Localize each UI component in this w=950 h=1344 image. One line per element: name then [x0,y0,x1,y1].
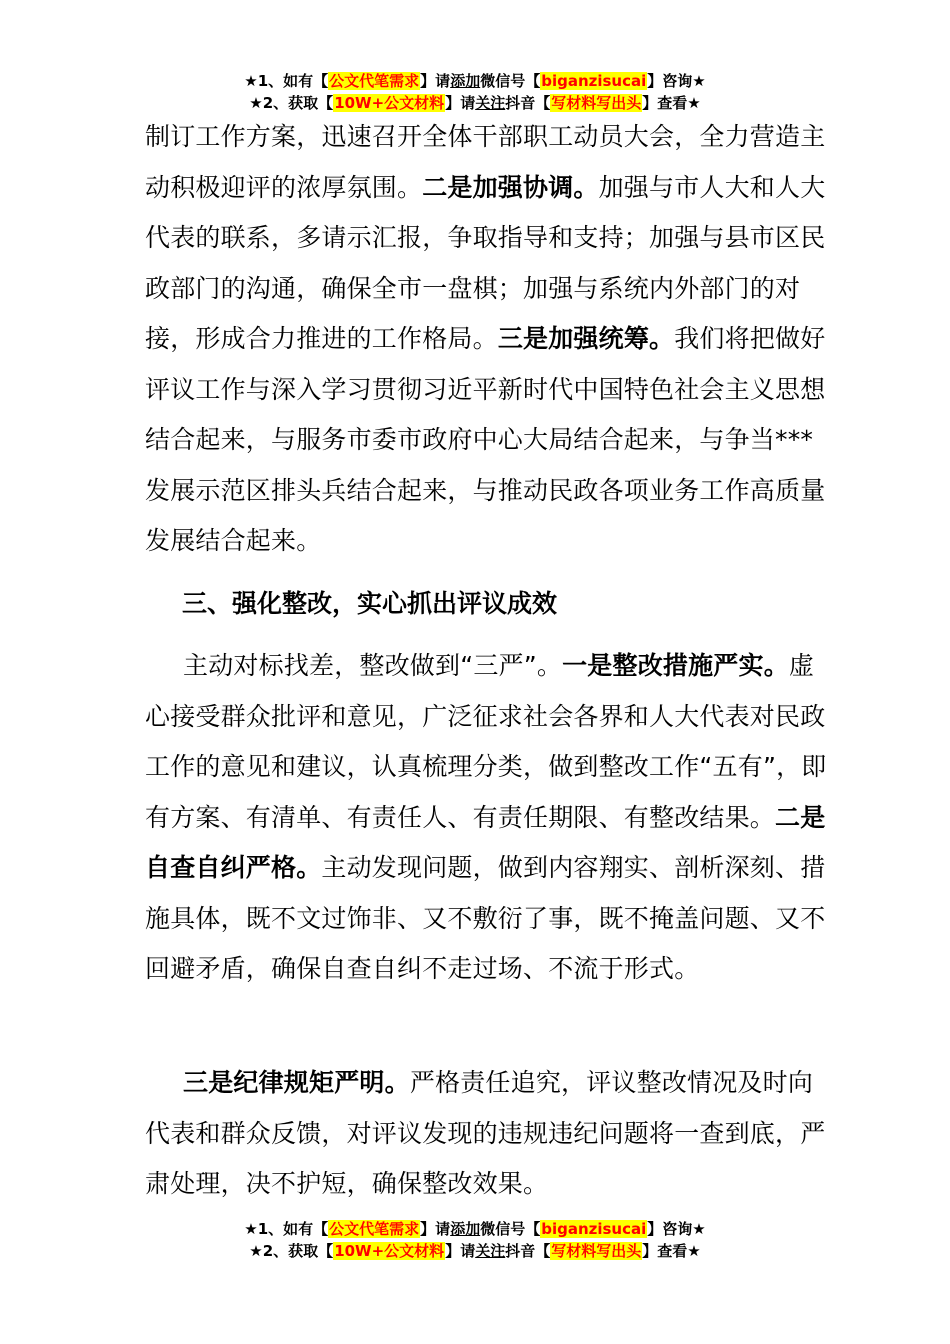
banner-douyin-id: 写材料写出头 [551,94,642,112]
banner-underlined: 关注 [475,94,506,112]
banner-text: ★2、获取【 [249,1242,334,1260]
banner-text: 抖音【 [505,94,551,112]
banner-underlined: 关注 [475,1242,506,1260]
banner-text: 】咨询★ [647,72,706,90]
paragraph-text: 主动对标找差，整改做到“三严”。 [183,651,563,680]
banner-text: 微信号【 [480,72,541,90]
banner-wechat-id: biganzisucai [541,72,647,90]
banner-text: 】请 [445,1242,476,1260]
banner-text: ★2、获取【 [249,94,334,112]
paragraph-bold-lead: 三是加强统筹。 [497,324,675,353]
paragraph-text: 加强与市人大和人大代表的联系，多请示汇报，争取指导和支持；加强与县市区民政部门的沟通，确保全市一盘棋；加强与系统内外部门的对接，形成合力推进的工作格局。 [145,172,826,353]
bottom-banner [0,1218,950,1262]
paragraph-bold-lead: 二是自查自纠严格。 [145,802,826,882]
banner-line-1 [0,70,950,92]
banner-text: 】请 [420,72,451,90]
banner-highlight: 10W+公文材料 [334,1242,445,1260]
paragraph-text: 主动发现问题，做到内容翔实、剖析深刻、措施具体，既不文过饰非、又不敷衍了事，既不掩盖问题、又不回避矛盾，确保自查自纠不走过场、不流于形式。 [145,853,826,983]
banner-text: 】请 [445,94,476,112]
banner-text: ★1、如有【 [244,72,329,90]
banner-highlight: 公文代笔需求 [329,1220,420,1238]
section-heading: 三、强化整改，实心抓出评议成效 [182,589,558,618]
paragraph-3 [145,1058,835,1210]
banner-text: 抖音【 [505,1242,551,1260]
banner-highlight: 公文代笔需求 [329,72,420,90]
paragraph-2 [145,641,835,995]
paragraph-text: 制订工作方案，迅速召开全体干部职工动员大会，全力营造主动积极迎评的浓厚氛围。 [145,122,826,202]
banner-douyin-id: 写材料写出头 [551,1242,642,1260]
banner-text: 】查看★ [642,94,701,112]
paragraph-text: 严格责任追究，评议整改情况及时向代表和群众反馈，对评议发现的违规违纪问题将一查到底，严肃处理，决不护短，确保整改效果。 [145,1068,826,1198]
banner-text: 微信号【 [480,1220,541,1238]
paragraph-text: 虚心接受群众批评和意见，广泛征求社会各界和人大代表对民政工作的意见和建议，认真梳理分类，做到整改工作“五有”，即有方案、有清单、有责任人、有责任期限、有整改结果。 [145,651,827,832]
banner-line-1 [0,1218,950,1240]
banner-underlined: 添加 [450,1220,481,1238]
paragraph-bold-lead: 二是加强协调。 [422,172,599,202]
banner-text: 】请 [420,1220,451,1238]
banner-underlined: 添加 [450,72,481,90]
paragraph-1 [145,112,835,567]
banner-line-2 [0,1240,950,1262]
banner-wechat-id: biganzisucai [541,1220,647,1238]
paragraph-bold-lead: 一是整改措施严实。 [562,651,789,680]
banner-line-2 [0,92,950,114]
banner-text: 】查看★ [642,1242,701,1260]
banner-highlight: 10W+公文材料 [334,94,445,112]
paragraph-text: 我们将把做好评议工作与深入学习贯彻习近平新时代中国特色社会主义思想结合起来，与服务市委市政府中心大局结合起来，与争当***发展示范区排头兵结合起来，与推动民政各项业务工作高质量发展结合起来。 [145,324,826,555]
banner-text: ★1、如有【 [244,1220,329,1238]
top-banner [0,70,950,114]
paragraph-bold-lead: 三是纪律规矩严明。 [183,1068,410,1097]
banner-text: 】咨询★ [647,1220,706,1238]
